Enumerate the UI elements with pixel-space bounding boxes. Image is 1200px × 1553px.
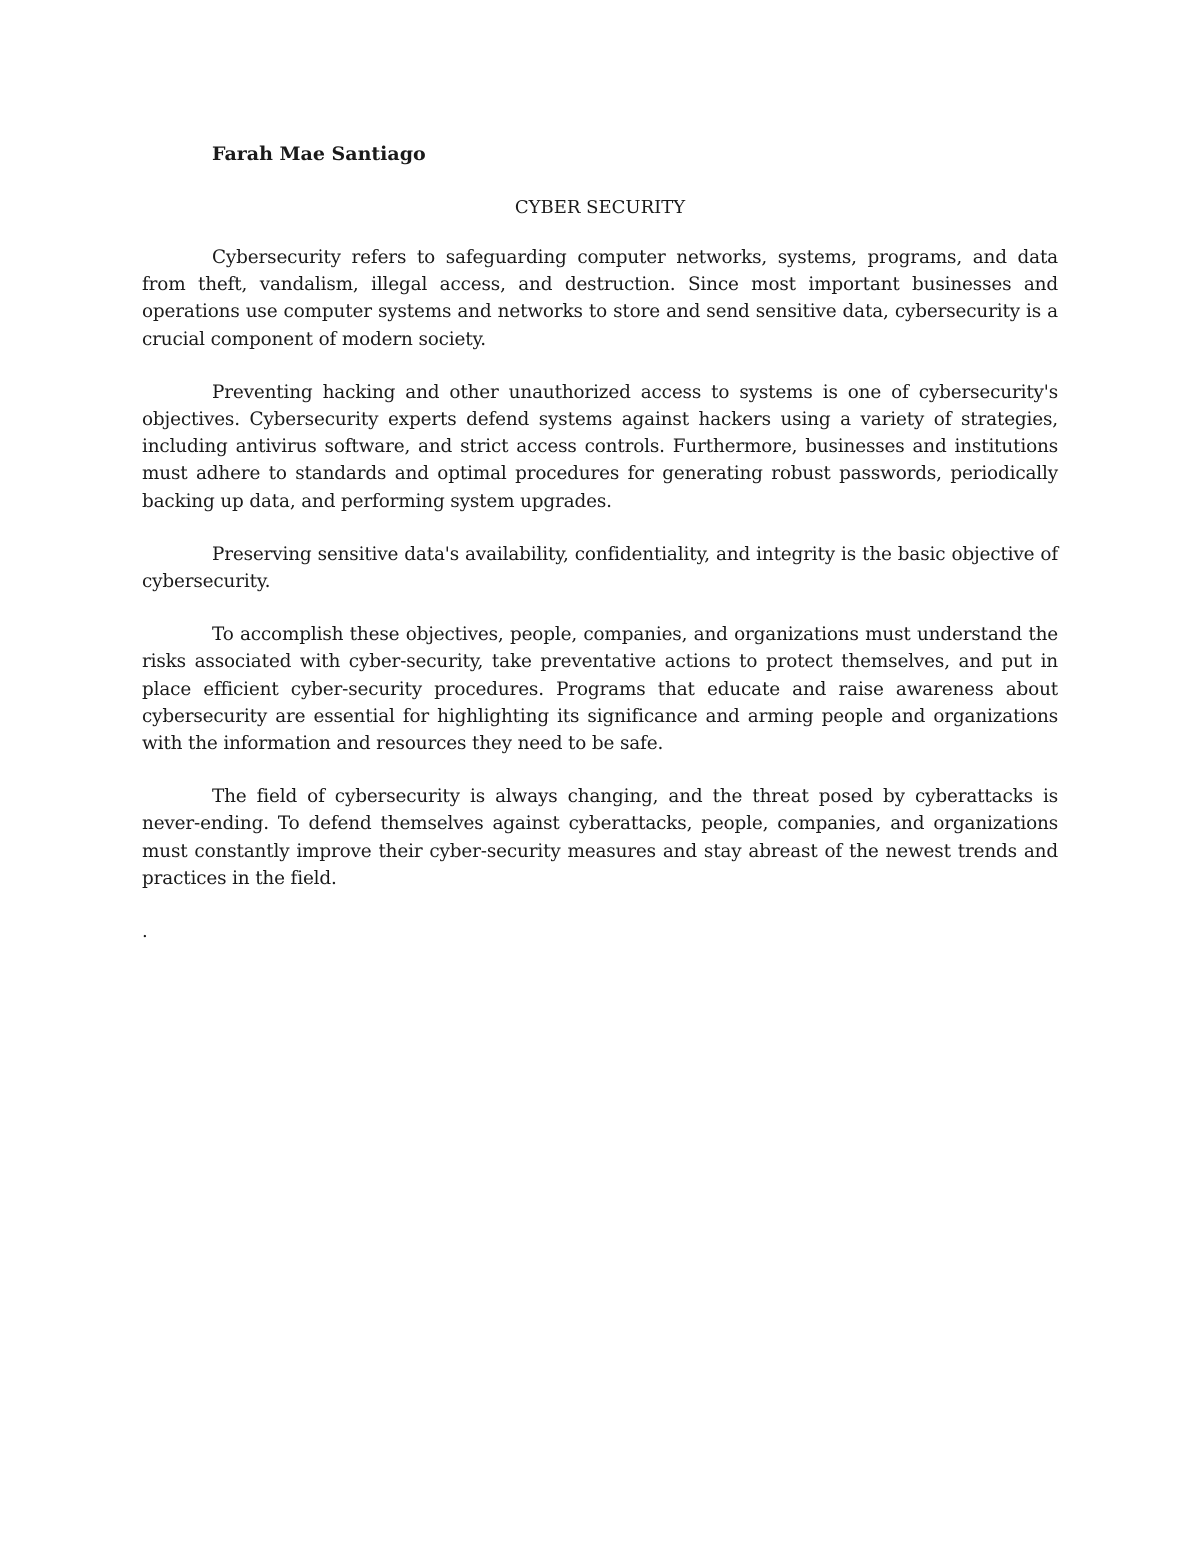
paragraph-2: Preventing hacking and other unauthorized access to systems is one of cybersecurity's objectives. Cybersecurity experts defend systems against hackers using a variety of strategies, including antivirus software, and strict access controls. Furthermore, businesses and institutions must adhere to standards and optimal procedures for generating robust passwords, periodically backing up data, and performing system upgrades.: [142, 381, 1058, 512]
trailing-period: .: [142, 921, 148, 943]
document-title: CYBER SECURITY: [514, 197, 686, 218]
paragraph-3: Preserving sensitive data's availability, confidentiality, and integrity is the basic objective of cybersecurity.: [142, 543, 1058, 593]
paragraph-4: To accomplish these objectives, people, companies, and organizations must understand the risks associated with cyber-security, take preventative actions to protect themselves, and put in place efficient cyber-security procedures. Programs that educate and raise awareness about cybersecurity are essential for highlighting its significance and arming people and organizations with the information and resources they need to be safe.: [142, 624, 1058, 755]
paragraph-1: Cybersecurity refers to safeguarding computer networks, systems, programs, and data from theft, vandalism, illegal access, and destruction. Since most important businesses and operations use computer systems and networks to store and send sensitive data, cybersecurity is a crucial component of modern society.: [142, 247, 1058, 350]
author-name: Farah Mae Santiago: [212, 143, 426, 165]
paragraph-5: The field of cybersecurity is always changing, and the threat posed by cyberattacks is never-ending. To defend themselves against cyberattacks, people, companies, and organizations must constantly improve their cyber-security measures and stay abreast of the newest trends and practices in the field.: [142, 786, 1058, 889]
document-body: [142, 140, 1058, 945]
